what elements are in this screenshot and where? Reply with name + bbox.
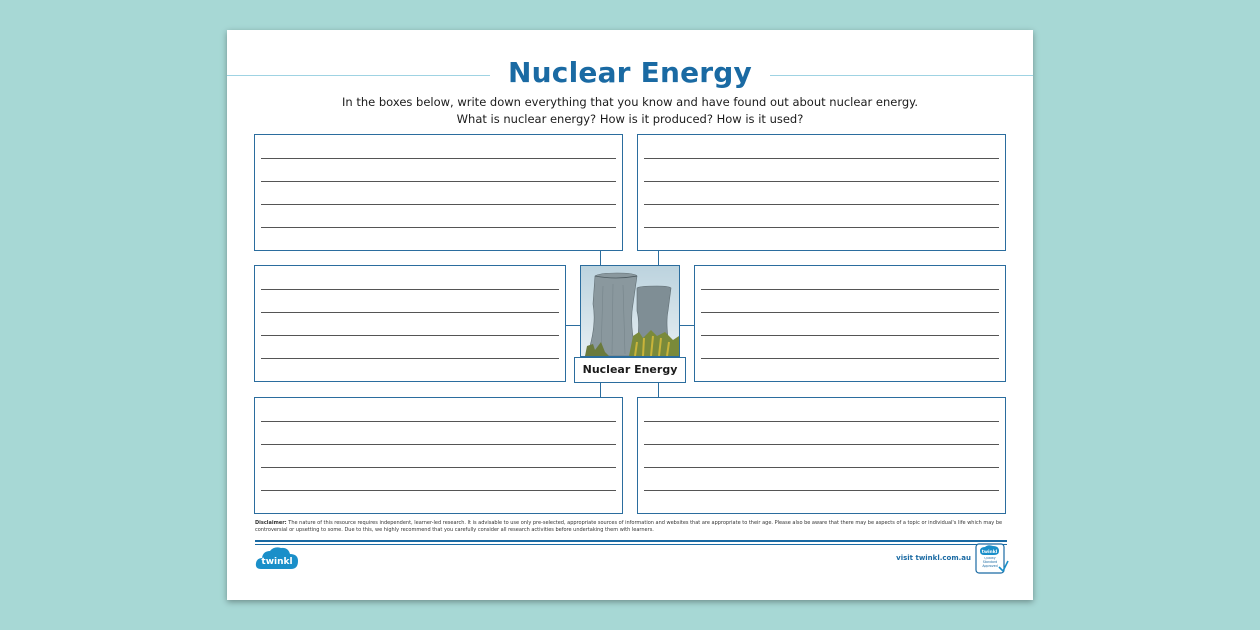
footer-rule-thin (255, 544, 1007, 545)
writing-box-bottom-left[interactable] (254, 397, 623, 514)
disclaimer-label: Disclaimer: (255, 520, 287, 526)
worksheet-page (227, 30, 1033, 600)
connector-bottom-left (600, 383, 601, 397)
center-label: Nuclear Energy (574, 357, 686, 383)
twinkl-cloud-icon (255, 545, 299, 573)
writing-box-top-right[interactable] (637, 134, 1006, 251)
connector-top-left (600, 251, 601, 265)
badge-text: Quality Standard Approved (982, 557, 998, 568)
connector-mid-left (566, 325, 580, 326)
logo-text: twinkl (261, 557, 293, 567)
writing-box-mid-left[interactable] (254, 265, 566, 382)
footer-rule (255, 540, 1007, 542)
writing-box-top-left[interactable] (254, 134, 623, 251)
connector-mid-right (680, 325, 694, 326)
page-title: Nuclear Energy (227, 56, 1033, 89)
twinkl-logo[interactable] (255, 545, 299, 573)
visit-link[interactable]: visit twinkl.com.au (896, 554, 971, 562)
instruction-line-2: What is nuclear energy? How is it produced? How is it used? (456, 112, 804, 126)
connector-bottom-right (658, 383, 659, 397)
quality-badge-icon (975, 543, 1009, 575)
writing-box-mid-right[interactable] (694, 265, 1006, 382)
instruction-line-1: In the boxes below, write down everything that you know and have found out about nuclear energy. (342, 95, 918, 109)
disclaimer-text: The nature of this resource requires independent, learner-led research. It is advisable to use only pre-selected, appropriate sources of information and websites that are appropriate to their age. Please also be aware that there may be aspects of a topic or individual's life which may be controversial or upsetting to some. Due to this, we highly recommend that you carefully consider all research activities before undertaking them with learners. (255, 520, 1003, 533)
quality-badge (975, 543, 1009, 575)
disclaimer (255, 520, 1007, 534)
cooling-towers-image (580, 265, 680, 357)
badge-top-text: twinkl (981, 550, 998, 555)
writing-box-bottom-right[interactable] (637, 397, 1006, 514)
connector-top-right (658, 251, 659, 265)
cooling-towers-icon (581, 266, 679, 356)
